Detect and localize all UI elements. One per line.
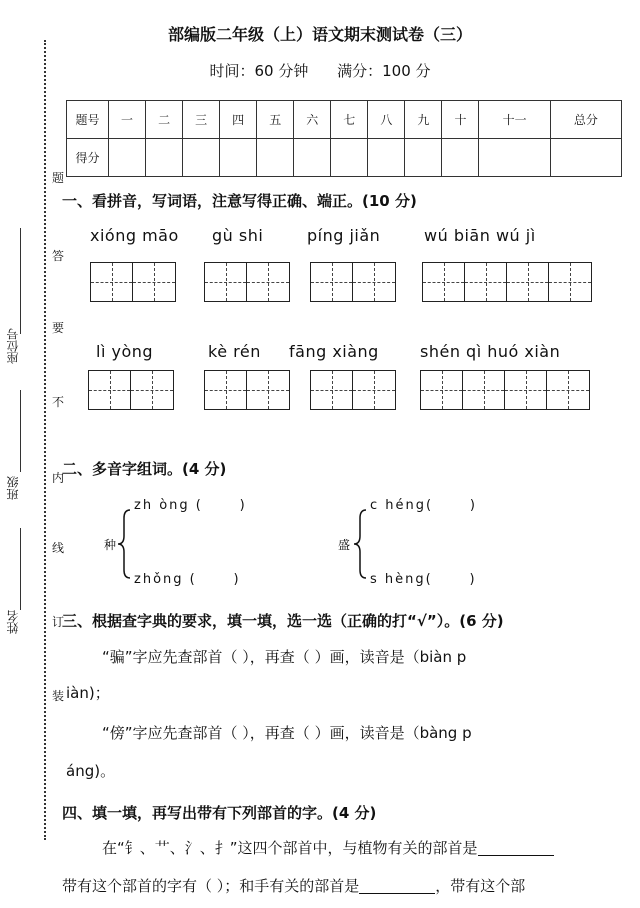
- dictionary-question: “骗”字应先查部首（ ），再查（ ）画，读音是（biàn p: [102, 648, 467, 666]
- score-table-column: 六: [294, 101, 331, 139]
- writing-grid[interactable]: [90, 262, 176, 302]
- dictionary-question: “傍”字应先查部首（ ），再查（ ）画，读音是（bàng p: [102, 724, 472, 742]
- score-table-column: 一: [109, 101, 146, 139]
- dictionary-question-cont: áng)。: [66, 762, 116, 780]
- brace-icon: [352, 508, 368, 580]
- score-cell[interactable]: [183, 139, 220, 177]
- score-cell[interactable]: [479, 139, 550, 177]
- writing-grid[interactable]: [204, 262, 290, 302]
- class-label: 班级: [6, 476, 20, 500]
- name-blank[interactable]: [20, 528, 21, 610]
- polyphone-reading[interactable]: c héng( ): [370, 498, 477, 513]
- section-2-heading: 二、多音字组词。(4 分): [62, 460, 227, 478]
- polyphone-char: 盛: [338, 538, 351, 552]
- pinyin-prompt: shén qì huó xiàn: [420, 342, 561, 361]
- binding-note-char: 要: [52, 321, 65, 335]
- brace-icon: [116, 508, 132, 580]
- dictionary-question-cont: iàn)；: [66, 684, 110, 702]
- polyphone-reading[interactable]: zhǒng ( ): [134, 572, 241, 587]
- pinyin-prompt: lì yòng: [96, 342, 154, 361]
- score-cell[interactable]: [331, 139, 368, 177]
- pinyin-prompt: xióng māo: [90, 226, 179, 245]
- seat-number-label: 座位号: [6, 328, 20, 364]
- binding-note-char: 订: [52, 615, 65, 629]
- name-label: 姓名: [6, 610, 20, 634]
- radical-question-cont: [62, 878, 620, 894]
- binding-dotted-line: [44, 40, 46, 840]
- writing-grid[interactable]: [420, 370, 590, 410]
- score-cell[interactable]: [220, 139, 257, 177]
- score-cell[interactable]: [294, 139, 331, 177]
- radical-question-text: ，带有这个部: [435, 877, 526, 895]
- score-table-column: 五: [257, 101, 294, 139]
- writing-grid[interactable]: [310, 262, 396, 302]
- writing-grid[interactable]: [88, 370, 174, 410]
- score-cell[interactable]: [146, 139, 183, 177]
- exam-info: [0, 60, 640, 81]
- score-table-row-question-numbers: [67, 101, 622, 139]
- binding-note-char: 装: [52, 689, 65, 703]
- score-cell[interactable]: [550, 139, 621, 177]
- class-blank[interactable]: [20, 390, 21, 472]
- score-table-column: 总分: [550, 101, 621, 139]
- full-marks: 满分：100 分: [337, 62, 431, 80]
- binding-note-char: 线: [52, 541, 65, 555]
- binding-note-char: 题: [52, 171, 65, 185]
- score-table: [66, 100, 622, 177]
- score-cell[interactable]: [109, 139, 146, 177]
- score-cell[interactable]: [442, 139, 479, 177]
- writing-grid[interactable]: [422, 262, 592, 302]
- writing-grid[interactable]: [310, 370, 396, 410]
- pinyin-prompt: gù shi: [212, 226, 264, 245]
- pinyin-prompt: kè rén: [208, 342, 261, 361]
- score-table-column: 十: [442, 101, 479, 139]
- time-limit: 时间：60 分钟: [209, 62, 309, 80]
- section-3-heading: 三、根据查字典的要求，填一填，选一选（正确的打“√”）。(6 分): [62, 612, 504, 630]
- exam-title: 部编版二年级（上）语文期末测试卷（三）: [167, 25, 472, 44]
- binding-note-char: 不: [52, 395, 65, 409]
- polyphone-char: 种: [104, 538, 117, 552]
- hand-radical-blank[interactable]: [359, 878, 435, 894]
- score-table-column: 三: [183, 101, 220, 139]
- pinyin-prompt: wú biān wú jì: [424, 226, 536, 245]
- radical-question-text: 在“钅、艹、氵、扌”这四个部首中，与植物有关的部首是: [102, 839, 478, 857]
- score-table-header: 得分: [67, 139, 109, 177]
- binding-note-char: 答: [52, 249, 65, 263]
- section-1-heading: 一、看拼音，写词语，注意写得正确、端正。(10 分): [62, 192, 417, 210]
- score-cell[interactable]: [405, 139, 442, 177]
- radical-question: [102, 840, 620, 856]
- score-table-column: 八: [368, 101, 405, 139]
- score-table-column: 十一: [479, 101, 550, 139]
- pinyin-prompt: fāng xiàng: [289, 342, 379, 361]
- score-table-column: 七: [331, 101, 368, 139]
- score-table-column: 四: [220, 101, 257, 139]
- radical-question-text: 带有这个部首的字有（ ）；和手有关的部首是: [62, 877, 360, 895]
- writing-grid[interactable]: [204, 370, 290, 410]
- binding-note-char: 内: [52, 471, 65, 485]
- polyphone-reading[interactable]: zh òng ( ): [134, 498, 247, 513]
- pinyin-prompt: píng jiǎn: [307, 226, 381, 245]
- score-cell[interactable]: [257, 139, 294, 177]
- score-table-header: 题号: [67, 101, 109, 139]
- score-table-column: 二: [146, 101, 183, 139]
- score-cell[interactable]: [368, 139, 405, 177]
- score-table-row-scores: [67, 139, 622, 177]
- section-4-heading: 四、填一填，再写出带有下列部首的字。(4 分): [62, 804, 377, 822]
- score-table-column: 九: [405, 101, 442, 139]
- polyphone-reading[interactable]: s hèng( ): [370, 572, 477, 587]
- plant-radical-blank[interactable]: [478, 840, 554, 856]
